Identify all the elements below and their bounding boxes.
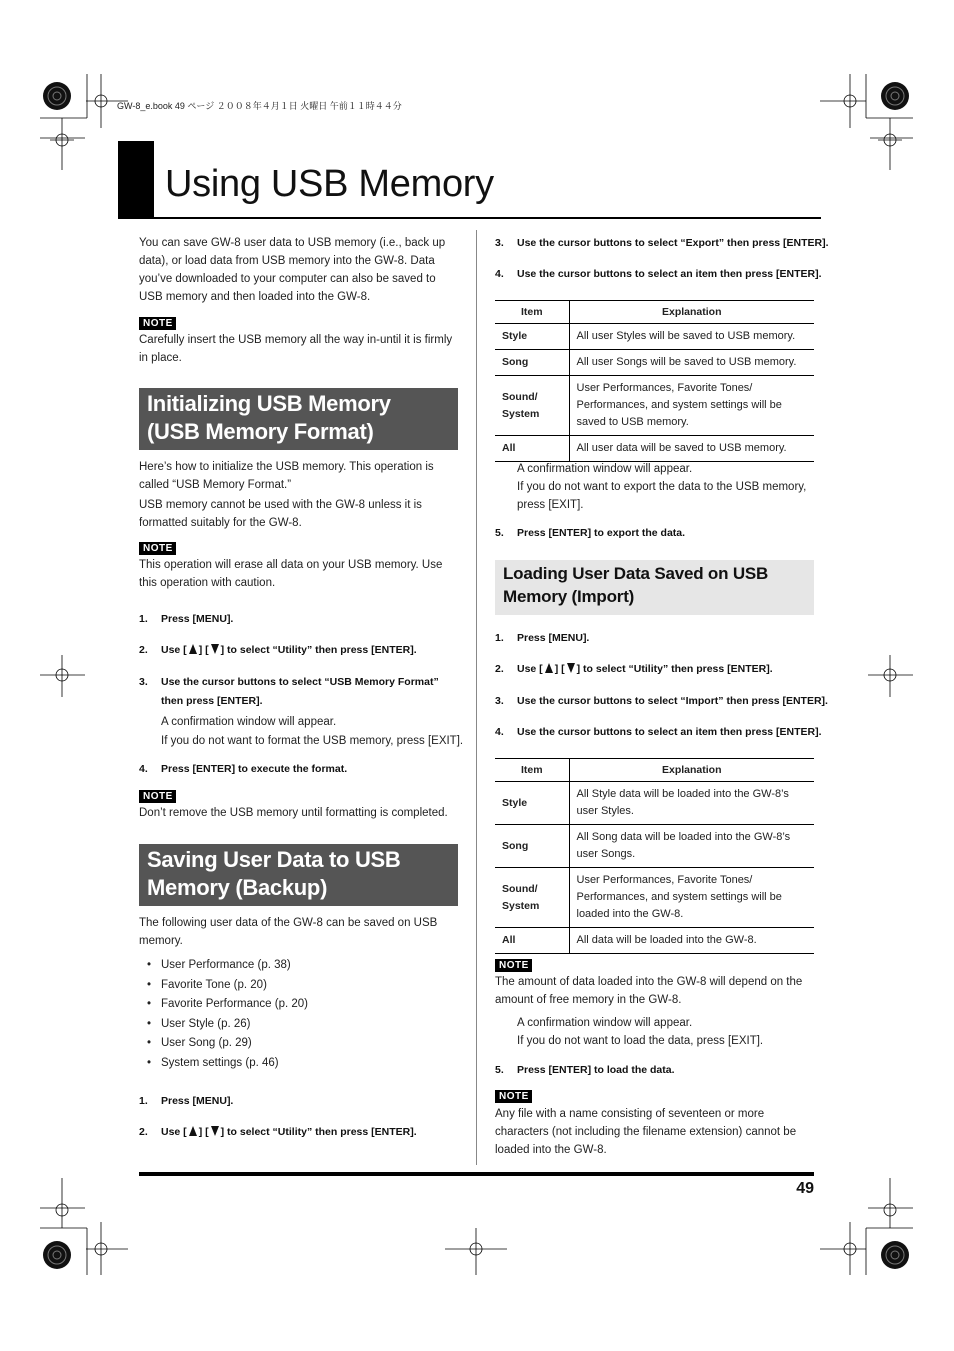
page-number: 49 [796, 1180, 814, 1197]
step-text: Use the cursor buttons to select “Export” then press [ENTER]. [517, 237, 829, 249]
note-badge: NOTE [139, 790, 176, 803]
step-number: 3. [139, 676, 148, 688]
table-row [495, 928, 814, 954]
section-heading-import [495, 560, 814, 615]
explanation-cell: User Performances, Favorite Tones/ Performances, and system settings will be saved to USB memory. [569, 376, 814, 436]
column-header: Item [495, 301, 569, 324]
step-sub-text: If you do not want to load the data, press [EXIT]. [517, 1035, 764, 1047]
cursor-down-icon [567, 663, 575, 673]
step-text: Press [MENU]. [161, 613, 234, 625]
step-sub-text: A confirmation window will appear. [161, 716, 337, 728]
step-text: Press [ENTER] to execute the format. [161, 763, 348, 775]
list-item: • User Performance (p. 38) [139, 956, 457, 976]
step-number: 4. [495, 726, 504, 738]
table-row [495, 350, 814, 376]
init-paragraph-2: USB memory cannot be used with the GW-8 unless it is formatted suitably for the GW-8. [139, 499, 422, 529]
item-cell: Song [495, 350, 569, 376]
step-sub-text: If you do not want to format the USB memory, press [EXIT]. [161, 735, 464, 747]
item-cell: Style [495, 782, 569, 825]
step-number: 5. [495, 1064, 504, 1076]
table-header-row [495, 759, 814, 782]
cursor-up-icon [189, 644, 197, 654]
note-badge: NOTE [495, 959, 532, 972]
step-text: Press [ENTER] to export the data. [517, 527, 686, 539]
explanation-cell: All Song data will be loaded into the GW-8’s user Songs. [569, 825, 814, 868]
heading-line: Initializing USB Memory [147, 391, 391, 416]
export-items-table [495, 300, 814, 462]
step-number: 3. [495, 695, 504, 707]
list-item: • System settings (p. 46) [139, 1054, 457, 1074]
column-header: Item [495, 759, 569, 782]
table-row [495, 376, 814, 436]
table-row [495, 324, 814, 350]
step-text: Use [ ] [ ] to select “Utility” then press [ENTER]. [161, 1126, 417, 1138]
cursor-down-icon [211, 1126, 219, 1136]
column-header: Explanation [569, 301, 814, 324]
page-title: Using USB Memory [165, 163, 494, 205]
table-row [495, 782, 814, 825]
explanation-cell: All user data will be saved to USB memory. [569, 436, 814, 462]
heading-line: (USB Memory Format) [147, 419, 374, 444]
explanation-cell: User Performances, Favorite Tones/ Performances, and system settings will be loaded into the GW-8. [569, 868, 814, 928]
init-note-text: This operation will erase all data on your USB memory. Use this operation with caution. [139, 559, 443, 589]
step-text: Use the cursor buttons to select an item then press [ENTER]. [517, 726, 822, 738]
step-text: Press [MENU]. [517, 632, 590, 644]
import-note-text: The amount of data loaded into the GW-8 will depend on the amount of free memory in the GW-8. [495, 976, 803, 1006]
note-badge: NOTE [495, 1090, 532, 1103]
title-bar-block [118, 141, 154, 219]
step-text: Use the cursor buttons to select “Import” then press [ENTER]. [517, 695, 828, 707]
step-sub-text: A confirmation window will appear. [517, 1017, 693, 1029]
step-text: Use the cursor buttons to select an item then press [ENTER]. [517, 268, 822, 280]
step-number: 4. [139, 763, 148, 775]
section-heading-backup [139, 844, 458, 906]
list-item: • Favorite Tone (p. 20) [139, 976, 457, 996]
step-text: then press [ENTER]. [161, 695, 263, 707]
step-number: 3. [495, 237, 504, 249]
backup-data-list [139, 956, 457, 1074]
note-badge: NOTE [139, 317, 176, 330]
explanation-cell: All Style data will be loaded into the GW-8’s user Styles. [569, 782, 814, 825]
table-header-row [495, 301, 814, 324]
import-items-table [495, 758, 814, 954]
step-number: 5. [495, 527, 504, 539]
list-item: • User Song (p. 29) [139, 1034, 457, 1054]
list-item: • Favorite Performance (p. 20) [139, 995, 457, 1015]
import-note2-text: Any file with a name consisting of seventeen or more characters (not including the filename extension) cannot be loaded into the GW-8. [495, 1108, 797, 1156]
step-number: 1. [495, 632, 504, 644]
intro-note-text: Carefully insert the USB memory all the way in-until it is firmly in place. [139, 334, 453, 364]
step-text: Use [ ] [ ] to select “Utility” then press [ENTER]. [161, 644, 417, 656]
heading-line: Saving User Data to USB [147, 847, 401, 872]
explanation-cell: All user Styles will be saved to USB memory. [569, 324, 814, 350]
item-cell: All [495, 436, 569, 462]
item-cell: Style [495, 324, 569, 350]
item-cell: All [495, 928, 569, 954]
heading-line: Memory (Backup) [147, 875, 328, 900]
cursor-down-icon [211, 644, 219, 654]
step-number: 2. [139, 644, 148, 656]
cursor-up-icon [545, 663, 553, 673]
step-number: 2. [495, 663, 504, 675]
init-paragraph-1: Here’s how to initialize the USB memory. This operation is called “USB Memory Format.” [139, 461, 434, 491]
step-sub-text: If you do not want to export the data to the USB memory, press [EXIT]. [517, 481, 807, 511]
step-text: Press [ENTER] to load the data. [517, 1064, 675, 1076]
cursor-up-icon [189, 1126, 197, 1136]
list-item: • User Style (p. 26) [139, 1015, 457, 1035]
explanation-cell: All user Songs will be saved to USB memory. [569, 350, 814, 376]
step-text: Use the cursor buttons to select “USB Memory Format” [161, 676, 439, 688]
item-cell: Sound/ System [495, 868, 569, 928]
heading-line: Memory (Import) [503, 587, 635, 606]
step-sub-text: A confirmation window will appear. [517, 463, 693, 475]
item-cell: Sound/ System [495, 376, 569, 436]
item-cell: Song [495, 825, 569, 868]
print-header: GW-8_e.book 49 ページ ２００８年４月１日 火曜日 午前１１時４４分 [117, 101, 402, 111]
heading-line: Loading User Data Saved on USB [503, 564, 769, 583]
title-rule [118, 217, 821, 219]
step-number: 4. [495, 268, 504, 280]
step-number: 1. [139, 1095, 148, 1107]
step-number: 2. [139, 1126, 148, 1138]
explanation-cell: All data will be loaded into the GW-8. [569, 928, 814, 954]
step-number: 1. [139, 613, 148, 625]
section-heading-initialize [139, 388, 458, 450]
note-badge: NOTE [139, 542, 176, 555]
footer-rule [139, 1172, 814, 1176]
intro-paragraph: You can save GW-8 user data to USB memory (i.e., back up data), or load data from USB memory into the GW-8. Data you’ve downloaded to your computer can also be saved to USB memory and then loaded into the GW-8. [139, 237, 446, 303]
table-row [495, 436, 814, 462]
column-divider [476, 230, 477, 1165]
table-row [495, 868, 814, 928]
column-header: Explanation [569, 759, 814, 782]
backup-paragraph: The following user data of the GW-8 can be saved on USB memory. [139, 917, 438, 947]
step-text: Use [ ] [ ] to select “Utility” then press [ENTER]. [517, 663, 773, 675]
table-row [495, 825, 814, 868]
step-text: Press [MENU]. [161, 1095, 234, 1107]
init-note2-text: Don’t remove the USB memory until formatting is completed. [139, 807, 448, 819]
